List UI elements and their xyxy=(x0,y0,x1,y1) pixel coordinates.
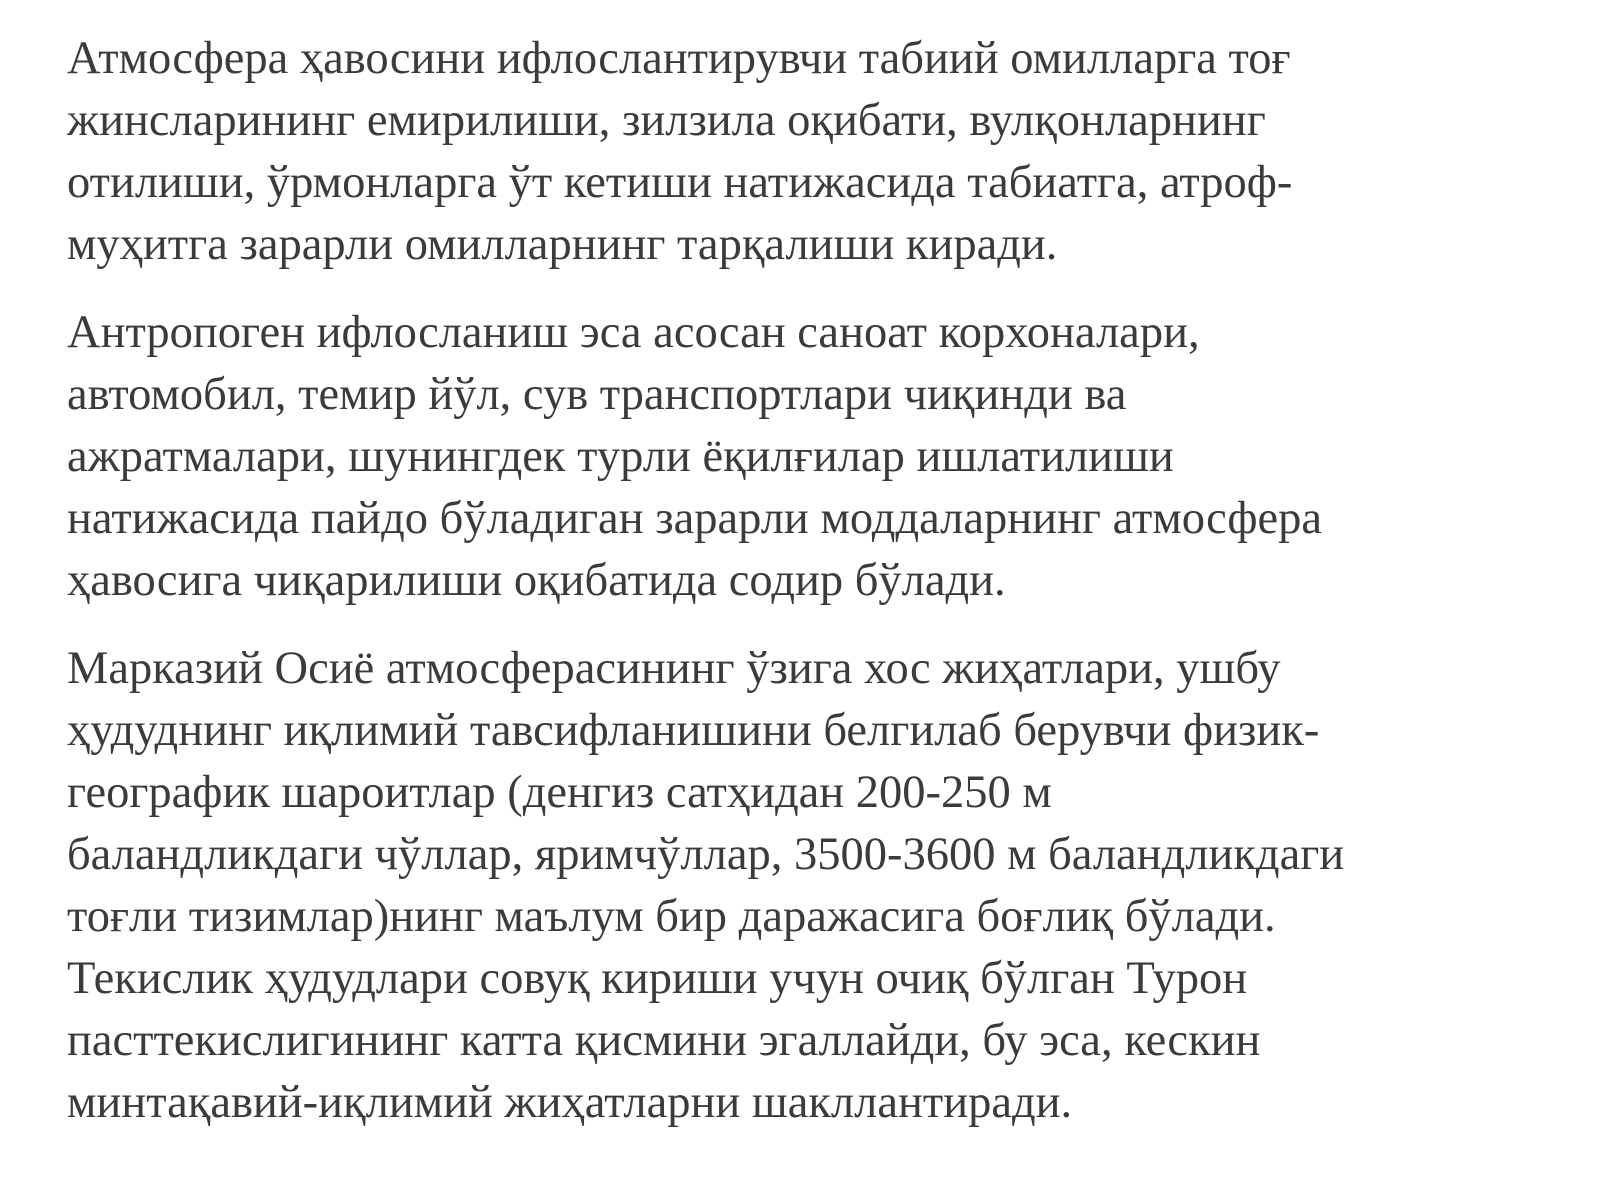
paragraph-natural-pollution xyxy=(67,28,1587,276)
text-line: тоғли тизимлар)нинг маълум бир даражасига боғлиқ бўлади. xyxy=(67,891,1276,942)
text-line: пасттекислигининг катта қисмини эгаллайди, бу эса, кескин xyxy=(67,1015,1261,1066)
paragraph-anthropogenic-pollution xyxy=(67,302,1587,612)
text-line: баландликдаги чўллар, яримчўллар, 3500-3600 м баландликдаги xyxy=(67,829,1345,880)
paragraph-central-asia-atmosphere xyxy=(67,638,1587,1134)
text-line: Антропоген ифлосланиш эса асосан саноат корхоналари, xyxy=(67,307,1200,358)
text-line: ажратмалари, шунингдек турли ёқилғилар ишлатилиши xyxy=(67,431,1174,482)
text-line: жинсларининг емирилиши, зилзила оқибати, вулқонларнинг xyxy=(67,95,1266,146)
text-line: Марказий Осиё атмосферасининг ўзига хос жиҳатлари, ушбу xyxy=(67,643,1281,694)
text-line: ҳудуднинг иқлимий тавсифланишини белгилаб берувчи физик- xyxy=(67,705,1320,756)
text-line: муҳитга зарарли омилларнинг тарқалиши киради. xyxy=(67,219,1058,270)
text-line: минтақавий-иқлимий жиҳатларни шакллантиради. xyxy=(67,1077,1073,1128)
text-line: Текислик ҳудудлари совуқ кириши учун очиқ бўлган Турон xyxy=(67,953,1248,1004)
article-body xyxy=(67,28,1587,1160)
text-line: ҳавосига чиқарилиши оқибатида содир бўлади. xyxy=(67,555,1006,606)
text-line: Атмосфера ҳавосини ифлослантирувчи табиий омилларга тоғ xyxy=(67,33,1291,84)
text-line: отилиши, ўрмонларга ўт кетиши натижасида табиатга, атроф- xyxy=(67,157,1293,208)
text-line: автомобил, темир йўл, сув транспортлари чиқинди ва xyxy=(67,369,1127,420)
text-line: натижасида пайдо бўладиган зарарли моддаларнинг атмосфера xyxy=(67,493,1323,544)
text-line: географик шароитлар (денгиз сатҳидан 200-250 м xyxy=(67,767,1052,818)
